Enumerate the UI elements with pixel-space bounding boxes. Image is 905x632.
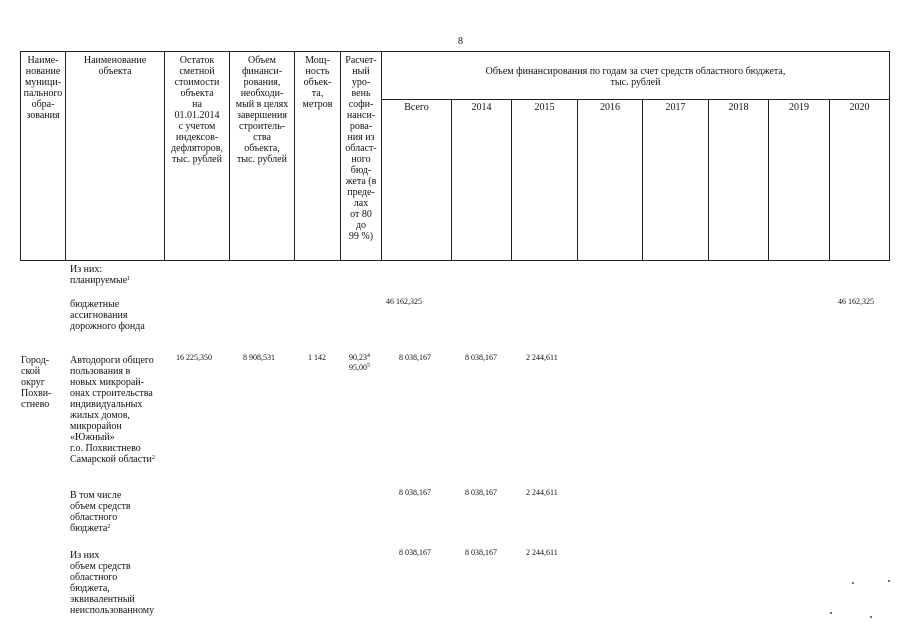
row-regional-budget-label: В том числе объем средств областного бюджета$^2$ <box>70 490 131 534</box>
row-object-total: 8 038,167 <box>399 353 431 362</box>
header-year-2016: 2016 <box>600 102 620 113</box>
year-divider-3 <box>577 99 578 261</box>
table-top-border <box>20 51 890 52</box>
header-cofinancing-level: Расчет- ный уро- вень софи- нанси- рова- ния из област- ного бюд- жета (в преде- лах от 80 до 99 %) <box>345 55 377 242</box>
header-object-name: Наименование объекта <box>83 55 147 77</box>
row-regional-budget-2015: 2 244,611 <box>526 488 558 497</box>
header-year-2017: 2017 <box>665 102 686 113</box>
row-object-remaining-cost: 16 225,350 <box>176 353 212 362</box>
header-year-2020: 2020 <box>849 102 870 113</box>
scan-speck <box>830 612 832 614</box>
year-divider-2 <box>511 99 512 261</box>
row-object-2015: 2 244,611 <box>526 353 558 362</box>
row-road-fund-label: бюджетные ассигнования дорожного фонда <box>70 299 145 332</box>
row-road-fund-2020: 46 162,325 <box>838 297 874 306</box>
row-object-label: Автодороги общего пользования в новых микрорай- онах строительства индивидуальных жилых домов, микрорайон «Южный» г.о. Похвистнево Самарской области$^2$ <box>70 355 155 465</box>
row-unused-equivalent-label: Из них объем средств областного бюджета, эквивалентный неиспользованному <box>70 550 155 616</box>
row-object-capacity: 1 142 <box>308 353 326 362</box>
row-object-municipality: Город- ской округ Похви- стнево <box>21 355 52 410</box>
row-object-2014: 8 038,167 <box>465 353 497 362</box>
row-planned-label: Из них: планируемые$^1$ <box>70 264 131 286</box>
row-unused-equivalent-total: 8 038,167 <box>399 548 431 557</box>
row-road-fund-total: 46 162,325 <box>386 297 422 306</box>
page-number: 8 <box>458 36 463 47</box>
col-divider-1 <box>65 51 66 261</box>
year-divider-7 <box>829 99 830 261</box>
header-year-2019: 2019 <box>789 102 809 113</box>
header-year-total: Всего <box>404 102 429 113</box>
year-divider-1 <box>451 99 452 261</box>
scan-speck <box>852 582 854 584</box>
scan-speck <box>870 616 872 618</box>
year-divider-4 <box>642 99 643 261</box>
scan-speck <box>888 580 890 582</box>
row-regional-budget-2014: 8 038,167 <box>465 488 497 497</box>
header-bottom-border <box>20 260 890 261</box>
year-divider-5 <box>708 99 709 261</box>
header-year-2018: 2018 <box>728 102 749 113</box>
header-municipality: Наиме- нование муници- пального обра- зования <box>23 55 63 121</box>
header-funding-by-years: Объем финансирования по годам за счет средств областного бюджета, тыс. рублей <box>485 66 786 88</box>
header-year-2014: 2014 <box>471 102 492 113</box>
row-object-funding-needed: 8 908,531 <box>243 353 275 362</box>
row-regional-budget-total: 8 038,167 <box>399 488 431 497</box>
header-remaining-cost: Остаток сметной стоимости объекта на 01.01.2014 с учетом индексов- дефляторов, тыс. рублей <box>171 55 223 165</box>
years-row-top-border <box>381 99 890 100</box>
header-capacity: Мощ- ность объек- та, метров <box>302 55 333 110</box>
year-divider-6 <box>768 99 769 261</box>
row-object-cofinancing-1: 90,23$^4$ <box>349 353 370 362</box>
header-year-2015: 2015 <box>534 102 555 113</box>
table-right-border <box>889 51 890 261</box>
row-unused-equivalent-2015: 2 244,611 <box>526 548 558 557</box>
header-funding-needed: Объем финанси- рования, необходи- мый в целях завершения строитель- ства объекта, тыс. рублей <box>235 55 289 165</box>
row-unused-equivalent-2014: 8 038,167 <box>465 548 497 557</box>
row-object-cofinancing-2: 95,00$^5$ <box>349 363 370 372</box>
